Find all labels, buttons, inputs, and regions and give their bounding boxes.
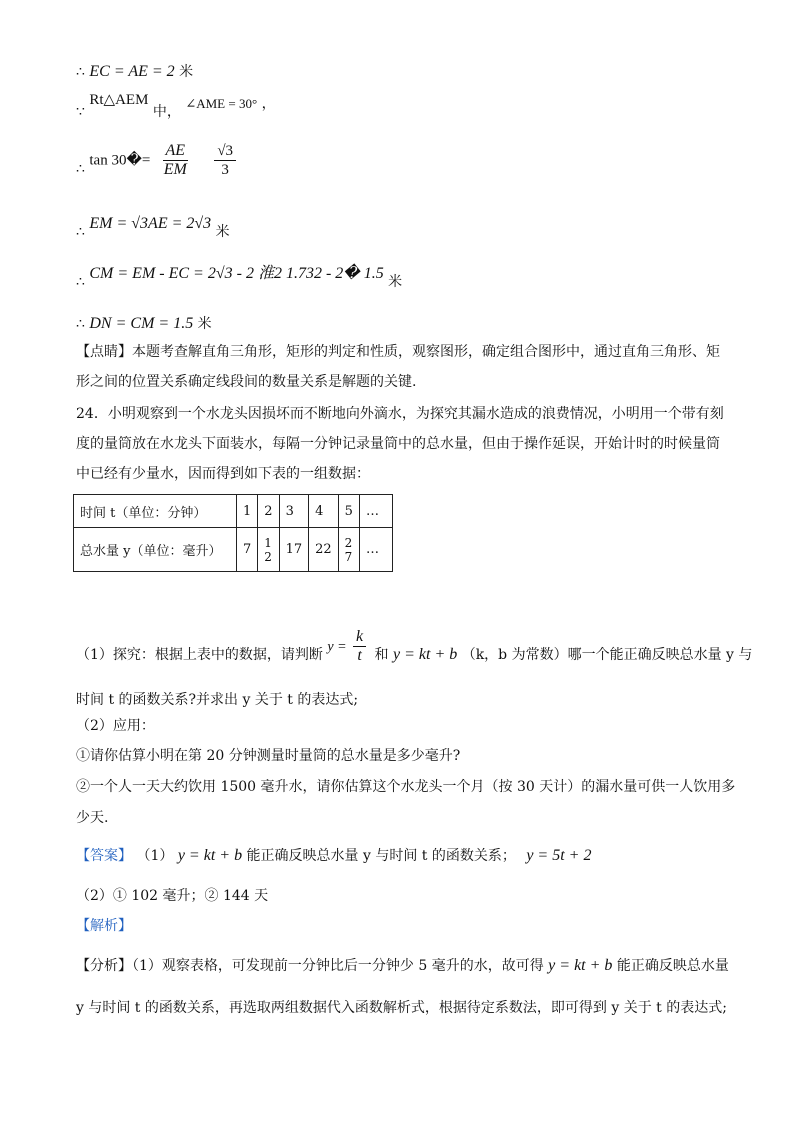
q1-line-2: 时间 t 的函数关系?并求出 y 关于 t 的表达式; [76, 692, 359, 708]
table-cell: 3 [279, 495, 309, 528]
fraction-sqrt3-3 [214, 142, 236, 179]
math-expr: DN = CM = 1.5 [89, 315, 194, 332]
stacked-digits [264, 536, 272, 564]
fraction-denominator: t [357, 647, 362, 664]
unit-text: 米 [179, 64, 194, 80]
q2-item-1: ①请你估算小明在第 20 分钟测量时量筒的总水量是多少毫升? [76, 748, 461, 764]
digit-top: 1 [264, 535, 272, 550]
solution-line-1 [76, 62, 193, 82]
math-expr: CM = EM - EC = 2√3 - 2 淮2 1.732 - 2� 1.5 [89, 265, 384, 282]
solution-line-5 [76, 264, 403, 290]
table-cell: 1 [237, 495, 258, 528]
table-row-header: 总水量 y（单位：毫升） [74, 528, 237, 572]
q1-expr: y = kt + b [393, 645, 458, 663]
answer-expr-2: y = 5t + 2 [526, 847, 592, 864]
therefore-symbol: ∴ [76, 160, 85, 177]
table-row [74, 495, 393, 528]
solution-line-2 [76, 92, 276, 120]
table-row-header: 时间 t（单位：分钟） [74, 495, 237, 528]
fraction-numerator: √3 [214, 142, 236, 161]
table-cell: 22 [309, 528, 339, 572]
fraction-numerator: AE [163, 142, 189, 161]
problem-line-1: 24．小明观察到一个水龙头因损坏而不断地向外滴水，为探究其漏水造成的浪费情况，小明用一个带有刻 [76, 406, 724, 422]
fraction-numerator: k [353, 628, 366, 647]
solution-line-4 [76, 214, 230, 240]
digit-bottom: 7 [344, 549, 353, 564]
triangle-label: Rt△AEM [89, 92, 149, 108]
table-cell: … [359, 528, 392, 572]
answer-line-2: （2）① 102 毫升；② 144 天 [76, 888, 269, 904]
problem-line-3: 中已经有少量水，因而得到如下表的一组数据： [76, 466, 370, 482]
comma: ， [261, 96, 276, 112]
solution-line-6 [76, 314, 212, 334]
answer-text-a: （1） [136, 848, 174, 864]
digit-top: 2 [344, 535, 353, 550]
q2-item-2-line-1: ②一个人一天大约饮用 1500 毫升水，请你估算这个水龙头一个月（按 30 天计）的漏水量可供一人饮用多 [76, 779, 736, 795]
table-row [74, 528, 393, 572]
tan-expr: tan 30�= [89, 152, 151, 169]
stacked-digits [345, 536, 353, 564]
table-cell [338, 528, 359, 572]
table-cell: 7 [237, 528, 258, 572]
therefore-symbol: ∴ [76, 316, 85, 332]
table-cell: 5 [338, 495, 359, 528]
q2-title: （2）应用： [76, 718, 155, 734]
fraction-denominator: 3 [221, 162, 229, 178]
fenxi-line-1 [76, 956, 729, 976]
answer-line-1 [76, 846, 591, 866]
therefore-symbol: ∴ [76, 224, 85, 240]
data-table [73, 494, 393, 572]
q1-text-a: （1）探究：根据上表中的数据，请判断 [76, 646, 323, 663]
unit-text: 米 [197, 316, 212, 332]
angle-expr: ∠AME = 30° [185, 96, 258, 111]
table-cell: 17 [279, 528, 309, 572]
dianjing-line-1: 【点睛】本题考查解直角三角形，矩形的判定和性质，观察图形，确定组合图形中，通过直角三角形、矩 [76, 344, 720, 360]
digit-bottom: 2 [264, 549, 272, 564]
because-symbol: ∵ [76, 104, 85, 120]
q1-text-b: 和 [374, 646, 389, 663]
table-cell: … [359, 495, 392, 528]
fraction-ae-em [161, 142, 190, 179]
therefore-symbol: ∴ [76, 274, 85, 290]
answer-text-b: 能正确反映总水量 y 与时间 t 的函数关系； [246, 848, 516, 864]
table-cell [258, 528, 279, 572]
q2-item-2-line-2: 少天. [76, 810, 109, 826]
answer-expr-1: y = kt + b [177, 847, 243, 864]
math-expr: EM = √3AE = 2√3 [89, 215, 212, 232]
fenxi-expr: y = kt + b [548, 957, 613, 974]
fenxi-text-b: 能正确反映总水量 [616, 958, 729, 974]
answer-tag: 【答案】 [76, 848, 132, 864]
dianjing-line-2: 形之间的位置关系确定线段间的数量关系是解题的关键. [76, 374, 417, 390]
text-zhong: 中， [152, 104, 181, 120]
problem-line-2: 度的量筒放在水龙头下面装水，每隔一分钟记录量筒中的总水量，但由于操作延误，开始计时的时候量筒 [76, 436, 720, 452]
jiexi-tag: 【解析】 [76, 918, 132, 934]
table-cell: 2 [258, 495, 279, 528]
q1-line-1 [76, 628, 752, 665]
fenxi-line-2: y 与时间 t 的函数关系，再选取两组数据代入函数解析式，根据待定系数法，即可得到 y 关于 t 的表达式; [76, 1000, 727, 1016]
fraction-denominator: EM [163, 161, 187, 178]
fenxi-text-a: 【分析】（1）观察表格，可发现前一分钟比后一分钟少 5 毫升的水，故可得 [76, 958, 544, 974]
solution-line-3 [76, 142, 242, 179]
unit-text: 米 [388, 274, 403, 290]
fraction-k-t [353, 628, 366, 665]
q1-text-c: （k，b 为常数）哪一个能正确反映总水量 y 与 [461, 646, 753, 663]
math-expr: EC = AE = 2 [89, 63, 175, 80]
unit-text: 米 [215, 224, 230, 240]
table-cell: 4 [309, 495, 339, 528]
q1-frac-lhs: y = [327, 639, 347, 655]
therefore-symbol: ∴ [76, 64, 85, 80]
